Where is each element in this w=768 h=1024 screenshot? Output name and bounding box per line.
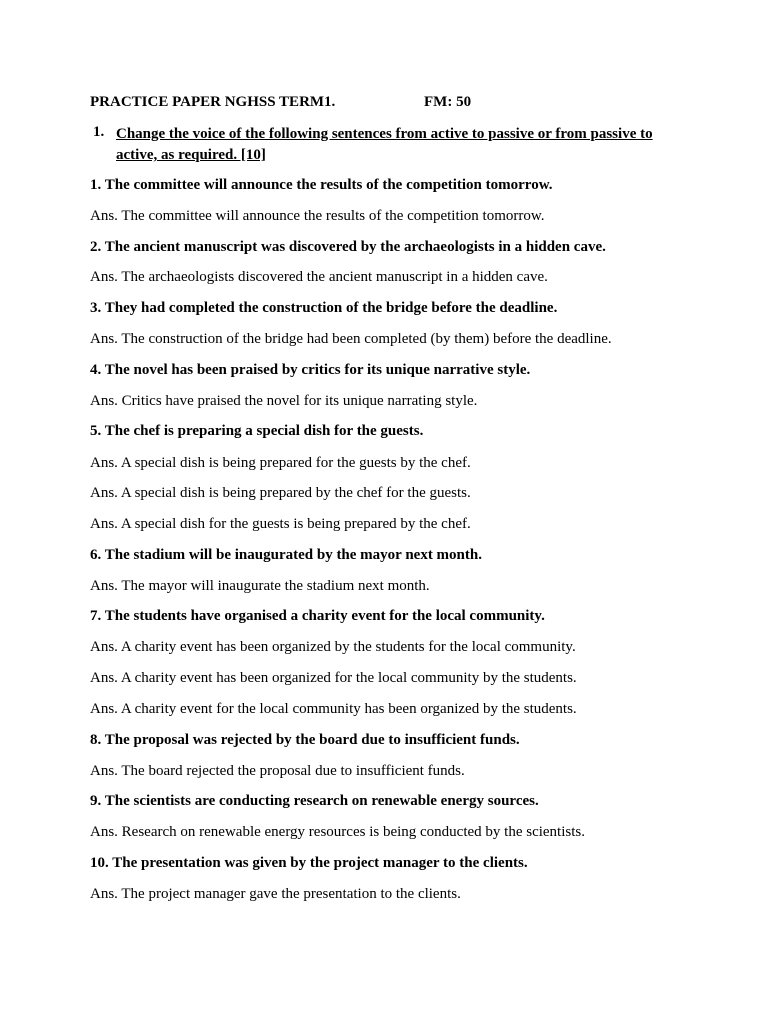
answer-7a: Ans. A charity event has been organized by the students for the local community.	[90, 639, 576, 655]
answer-4: Ans. Critics have praised the novel for its unique narrating style.	[90, 393, 478, 409]
answer-1: Ans. The committee will announce the results of the competition tomorrow.	[90, 208, 545, 224]
question-6: 6. The stadium will be inaugurated by the mayor next month.	[90, 547, 482, 563]
question-5: 5. The chef is preparing a special dish for the guests.	[90, 423, 424, 439]
question-9: 9. The scientists are conducting research on renewable energy sources.	[90, 793, 539, 809]
answer-6: Ans. The mayor will inaugurate the stadium next month.	[90, 578, 430, 594]
full-marks: FM: 50	[424, 94, 472, 110]
answer-9: Ans. Research on renewable energy resources is being conducted by the scientists.	[90, 824, 585, 840]
instruction-text: Change the voice of the following sentences from active to passive or from passive to active, as required. [10]	[116, 126, 653, 163]
paper-title: PRACTICE PAPER NGHSS TERM1.	[90, 94, 336, 110]
question-4: 4. The novel has been praised by critics for its unique narrative style.	[90, 362, 531, 378]
answer-5b: Ans. A special dish is being prepared by the chef for the guests.	[90, 485, 471, 501]
question-7: 7. The students have organised a charity event for the local community.	[90, 608, 545, 624]
question-2: 2. The ancient manuscript was discovered by the archaeologists in a hidden cave.	[90, 239, 606, 255]
answer-10: Ans. The project manager gave the presentation to the clients.	[90, 886, 461, 902]
instruction-number: 1.	[93, 124, 105, 140]
answer-5c: Ans. A special dish for the guests is being prepared by the chef.	[90, 516, 471, 532]
answer-3: Ans. The construction of the bridge had been completed (by them) before the deadline.	[90, 331, 612, 347]
question-3: 3. They had completed the construction of the bridge before the deadline.	[90, 300, 558, 316]
answer-2: Ans. The archaeologists discovered the ancient manuscript in a hidden cave.	[90, 269, 548, 285]
answer-7b: Ans. A charity event has been organized for the local community by the students.	[90, 670, 577, 686]
answer-5a: Ans. A special dish is being prepared for the guests by the chef.	[90, 455, 471, 471]
answer-7c: Ans. A charity event for the local community has been organized by the students.	[90, 701, 577, 717]
answer-8: Ans. The board rejected the proposal due to insufficient funds.	[90, 763, 465, 779]
question-10: 10. The presentation was given by the project manager to the clients.	[90, 855, 528, 871]
question-1: 1. The committee will announce the results of the competition tomorrow.	[90, 177, 553, 193]
question-8: 8. The proposal was rejected by the board due to insufficient funds.	[90, 732, 520, 748]
